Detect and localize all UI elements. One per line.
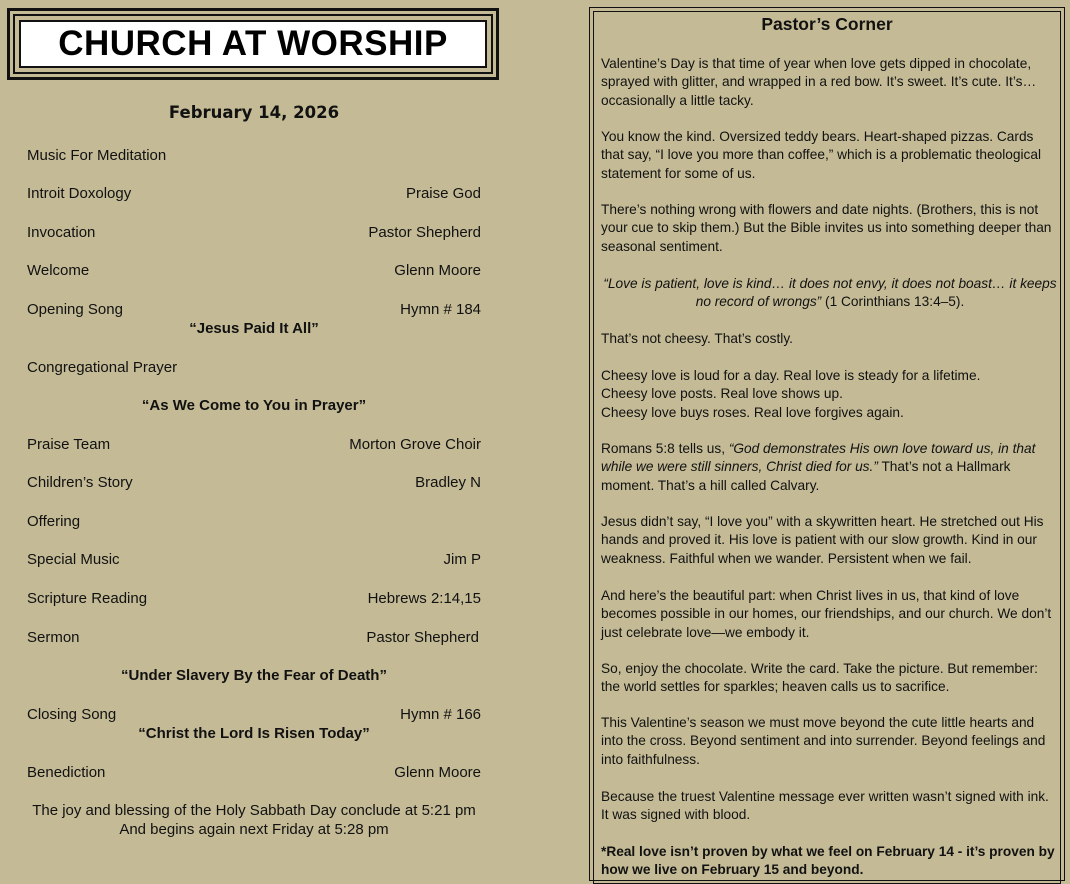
bulletin-title-box bbox=[7, 8, 499, 80]
item-value: Glenn Moore bbox=[394, 764, 481, 781]
sabbath-end-note: The joy and blessing of the Holy Sabbath Day conclude at 5:21 pm bbox=[32, 802, 476, 819]
article-paragraph: So, enjoy the chocolate. Write the card. Take the picture. But remember: the world settles for sparkles; heaven calls us to sacrifice. bbox=[601, 661, 1038, 695]
romans-quote: “God demonstrates His own love toward us, in that while we were still sinners, Christ died for us.” bbox=[601, 441, 1036, 475]
service-item bbox=[27, 436, 481, 453]
item-value: Hymn # 184 bbox=[400, 301, 481, 318]
service-item bbox=[27, 224, 481, 241]
item-label: Music For Meditation bbox=[27, 147, 167, 164]
item-value: Praise God bbox=[405, 185, 481, 202]
service-item bbox=[27, 301, 481, 318]
item-label: Praise Team bbox=[27, 436, 111, 453]
article-paragraph: There’s nothing wrong with flowers and date nights. (Brothers, this is not your cue to skip them.) But the Bible invites us into something deeper than seasonal sentiment. bbox=[601, 202, 1052, 254]
item-value: Bradley N bbox=[415, 474, 481, 491]
service-item bbox=[27, 590, 481, 607]
sermon-title: “Under Slavery By the Fear of Death” bbox=[121, 667, 387, 684]
prayer-song-title: “As We Come to You in Prayer” bbox=[141, 397, 367, 414]
title-panel bbox=[19, 20, 487, 68]
title-frame bbox=[13, 14, 493, 74]
article-paragraph: Valentine’s Day is that time of year when love gets dipped in chocolate, sprayed with glitter, and wrapped in a red bow. It’s sweet. It’s cute. It’s… occasionally a little tacky. bbox=[601, 56, 1037, 108]
sabbath-begin-note: And begins again next Friday at 5:28 pm bbox=[119, 821, 389, 838]
service-item bbox=[27, 764, 481, 781]
closing-statement: *Real love isn’t proven by what we feel on February 14 - it’s proven by how we live on February 15 and beyond. bbox=[601, 844, 1055, 878]
service-item bbox=[27, 147, 481, 164]
item-label: Special Music bbox=[27, 551, 120, 568]
item-label: Children’s Story bbox=[27, 474, 133, 491]
romans-conclusion: That’s not a Hallmark moment. That’s a hill called Calvary. bbox=[601, 459, 1011, 493]
contrast-lines bbox=[601, 367, 1059, 422]
item-value: Morton Grove Choir bbox=[349, 436, 481, 453]
scripture-quote-paragraph bbox=[601, 275, 1059, 312]
contrast-line: Cheesy love posts. Real love shows up. bbox=[601, 386, 843, 402]
service-item bbox=[27, 706, 481, 723]
service-item bbox=[27, 474, 481, 491]
article-paragraph: Because the truest Valentine message ever written wasn’t signed with ink. It was signed with blood. bbox=[601, 789, 1049, 823]
closing-song-title: “Christ the Lord Is Risen Today” bbox=[138, 725, 370, 742]
service-item bbox=[27, 551, 481, 568]
item-label: Congregational Prayer bbox=[27, 359, 178, 376]
item-label: Invocation bbox=[27, 224, 96, 241]
item-label: Sermon bbox=[27, 629, 80, 646]
item-label: Benediction bbox=[27, 764, 106, 781]
pastors-corner-title: Pastor’s Corner bbox=[761, 14, 893, 34]
romans-intro: Romans 5:8 tells us, bbox=[601, 441, 729, 456]
contrast-line: Cheesy love is loud for a day. Real love is steady for a lifetime. bbox=[601, 368, 981, 383]
article-paragraph: That’s not cheesy. That’s costly. bbox=[601, 331, 793, 346]
contrast-line: Cheesy love buys roses. Real love forgives again. bbox=[601, 404, 904, 420]
service-item bbox=[27, 262, 481, 279]
service-item bbox=[27, 359, 481, 376]
article-paragraph: This Valentine’s season we must move beyond the cute little hearts and into the cross. Beyond sentiment and into surrender. Beyond feelings and into faithfulness. bbox=[601, 715, 1046, 767]
scripture-quote: “Love is patient, love is kind… it does not envy, it does not boast… it keeps no record of wrongs” bbox=[603, 276, 1057, 310]
article-paragraph: And here’s the beautiful part: when Christ lives in us, that kind of love becomes possible in our homes, our friendships, and our church. We don’t just celebrate love—we embody it. bbox=[601, 588, 1052, 640]
service-date: February 14, 2026 bbox=[168, 103, 340, 122]
item-value: Glenn Moore bbox=[394, 262, 481, 279]
item-label: Scripture Reading bbox=[27, 590, 148, 607]
item-value: Hymn # 166 bbox=[400, 706, 481, 723]
service-item bbox=[27, 513, 481, 530]
bulletin-title: CHURCH AT WORSHIP bbox=[58, 24, 448, 63]
article-paragraph: You know the kind. Oversized teddy bears. Heart-shaped pizzas. Cards that say, “I love you more than coffee,” which is a problematic theological statement for some of us. bbox=[601, 129, 1041, 181]
item-label: Offering bbox=[27, 513, 81, 530]
item-value: Pastor Shepherd bbox=[368, 224, 481, 241]
item-value: Pastor Shepherd bbox=[366, 629, 479, 646]
item-label: Introit Doxology bbox=[27, 185, 132, 202]
article-paragraph: Jesus didn’t say, “I love you” with a skywritten heart. He stretched out His hands and proved it. His love is patient with our slow growth. Kind in our weakness. Faithful when we wander. Persistent when we fail. bbox=[601, 514, 1044, 566]
item-label: Welcome bbox=[27, 262, 90, 279]
scripture-reference: (1 Corinthians 13:4–5). bbox=[821, 294, 965, 310]
item-label: Opening Song bbox=[27, 301, 123, 318]
service-item bbox=[27, 629, 479, 646]
opening-song-title: “Jesus Paid It All” bbox=[189, 320, 319, 337]
item-label: Closing Song bbox=[27, 706, 117, 723]
item-value: Hebrews 2:14,15 bbox=[367, 590, 481, 607]
item-value: Jim P bbox=[443, 551, 481, 568]
romans-paragraph bbox=[601, 440, 1059, 495]
service-item bbox=[27, 185, 481, 202]
